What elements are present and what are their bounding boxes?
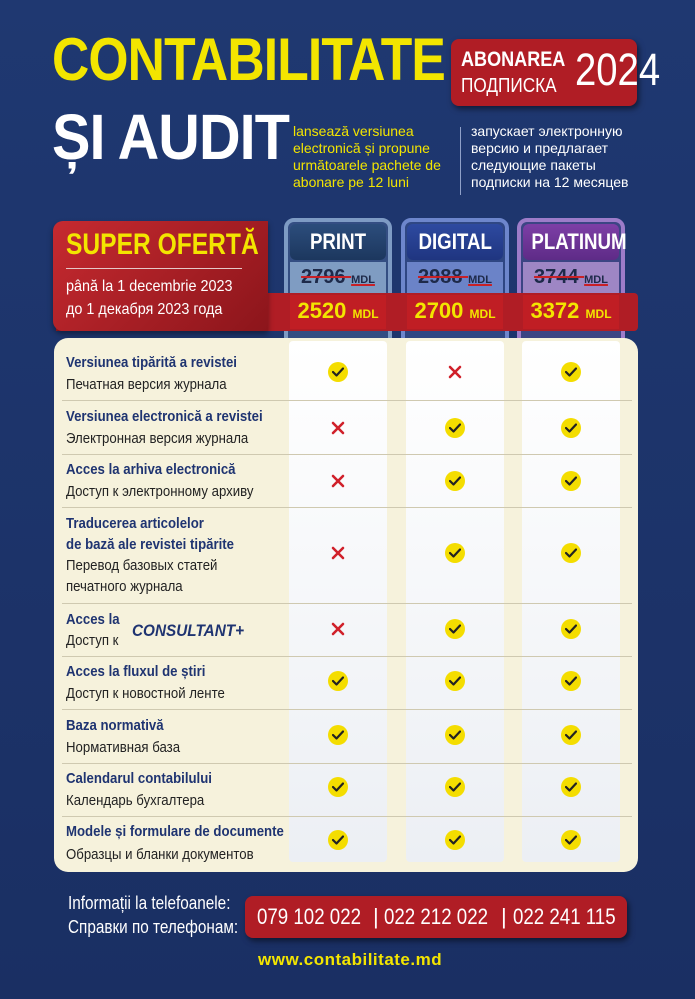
new-price-print: 2520 MDL (297, 298, 379, 323)
offer-deadline-ro: până la 1 decembrie 2023 (66, 278, 233, 295)
plan-header-digital: DIGITAL (407, 224, 503, 260)
intro-text-ru: запускает электронную версию и предлагает следующие пакеты подписки на 12 месяцев (471, 123, 629, 190)
intro-divider (460, 127, 461, 195)
feature-label-ru: Доступ к электронному архиву (66, 483, 254, 500)
check-icon (445, 671, 465, 691)
magazine-title-line1: CONTABILITATE (52, 26, 445, 93)
subscription-badge (451, 39, 661, 106)
check-icon (561, 671, 581, 691)
cross-icon (448, 365, 462, 379)
row-divider (62, 763, 632, 764)
feature-label-ro: Acces la fluxul de știri (66, 663, 206, 680)
check-icon (561, 619, 581, 639)
intro-text-ro: lansează versiunea electronică și propune următoarele pachete de abonare pe 12 luni (293, 123, 441, 190)
feature-label-ro: Versiunea electronică a revistei (66, 408, 263, 425)
feature-label-ru: Календарь бухгалтера (66, 792, 205, 809)
feature-label-ro: Versiunea tipărită a revistei (66, 354, 237, 371)
check-icon (328, 830, 348, 850)
check-icon (328, 362, 348, 382)
phone-info-ro: Informații la telefoanele: (68, 893, 231, 913)
row-divider (62, 709, 632, 710)
phone-number-3[interactable]: 022 241 115 (513, 904, 616, 929)
new-price-platinum: 3372 MDL (530, 298, 612, 323)
subscription-label-ro: ABONAREA (461, 48, 566, 71)
check-icon (445, 543, 465, 563)
feature-label-ru-cont: печатного журнала (66, 578, 183, 595)
check-icon (328, 671, 348, 691)
check-icon (445, 777, 465, 797)
phone-separator: | (373, 904, 379, 929)
old-price-platinum: 3744 MDL (534, 266, 608, 288)
check-icon (561, 471, 581, 491)
feature-label-ro: Traducerea articolelor (66, 515, 204, 532)
subscription-year: 2024 (575, 44, 661, 95)
check-icon (445, 619, 465, 639)
feature-label-ru: Печатная версия журнала (66, 376, 227, 393)
row-divider (62, 454, 632, 455)
plan-header-platinum: PLATINUM (523, 224, 619, 260)
check-icon (561, 725, 581, 745)
feature-label-ro: Modele și formulare de documente (66, 823, 284, 840)
check-icon (561, 777, 581, 797)
check-icon (561, 362, 581, 382)
check-icon (561, 418, 581, 438)
check-icon (445, 418, 465, 438)
check-icon (328, 725, 348, 745)
check-icon (328, 777, 348, 797)
website-link[interactable]: www.contabilitate.md (258, 950, 443, 969)
old-price-digital: 2988 MDL (418, 266, 492, 288)
feature-label-ro: Calendarul contabilului (66, 770, 212, 787)
phone-number-2[interactable]: 022 212 022 (384, 904, 488, 929)
feature-label-ru: Доступ к новостной ленте (66, 685, 225, 702)
feature-label-ru: Образцы и бланки документов (66, 846, 254, 863)
check-icon (561, 830, 581, 850)
phone-info-ru: Справки по телефонам: (68, 917, 239, 937)
feature-label-ro: Acces la (66, 611, 120, 628)
subscription-label-ru: ПОДПИСКА (461, 75, 557, 97)
check-icon (445, 471, 465, 491)
plan-header-print: PRINT (290, 224, 386, 260)
row-divider (62, 400, 632, 401)
offer-deadline-ru: до 1 декабря 2023 года (66, 301, 223, 318)
cross-icon (331, 546, 345, 560)
row-divider (62, 816, 632, 817)
super-offer-divider (66, 268, 242, 269)
row-divider (62, 603, 632, 604)
feature-label-ru: Доступ к (66, 632, 119, 649)
cross-icon (331, 474, 345, 488)
phone-separator: | (501, 904, 507, 929)
feature-label-ru: Нормативная база (66, 739, 181, 756)
check-icon (445, 830, 465, 850)
check-icon (561, 543, 581, 563)
feature-label-ro: Baza normativă (66, 717, 164, 734)
cross-icon (331, 622, 345, 636)
consultant-logo: CONSULTANT+ (132, 621, 245, 640)
check-icon (445, 725, 465, 745)
super-offer-title: SUPER OFERTĂ (66, 228, 259, 261)
feature-label-ro: Acces la arhiva electronică (66, 461, 236, 478)
feature-label-ru: Перевод базовых статей (66, 557, 218, 574)
old-price-print: 2796 MDL (301, 266, 375, 288)
cross-icon (331, 421, 345, 435)
new-price-digital: 2700 MDL (414, 298, 496, 323)
magazine-title-line2: ȘI AUDIT (52, 101, 290, 173)
row-divider (62, 656, 632, 657)
feature-label-ru: Электронная версия журнала (66, 430, 249, 447)
phone-number-1[interactable]: 079 102 022 (257, 904, 361, 929)
row-divider (62, 507, 632, 508)
phone-numbers-box (245, 896, 627, 938)
feature-label-ro-cont: de bază ale revistei tipărite (66, 536, 235, 553)
